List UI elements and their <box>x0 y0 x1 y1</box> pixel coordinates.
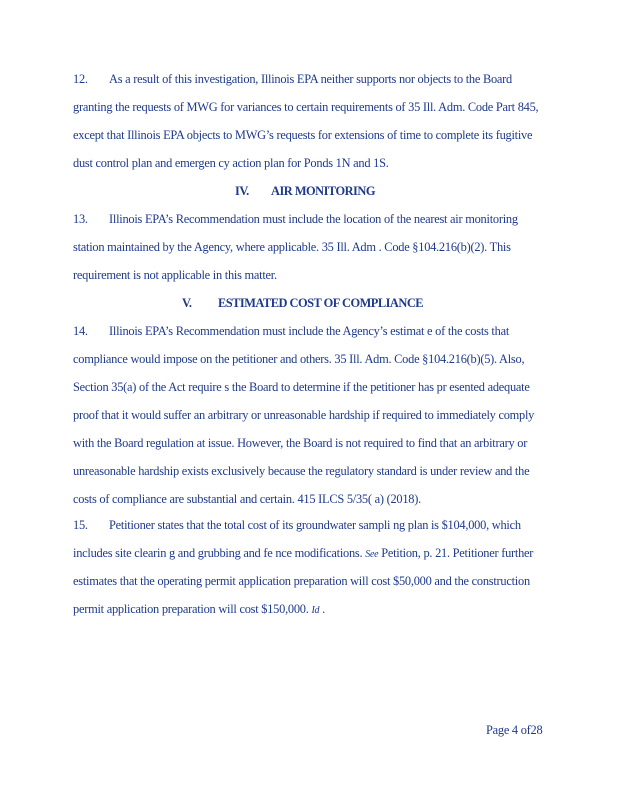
text-segment: permit application preparation will cost $150,000. <box>73 602 312 616</box>
paragraph-text-line: estimates that the operating permit application preparation will cost $50,000 and the construction <box>73 574 530 588</box>
page-number-footer: Page 4 of28 <box>486 723 543 737</box>
text-segment: Petition, p. 21. Petitioner further <box>378 546 534 560</box>
paragraph-text-line: dust control plan and emergen cy action plan for Ponds 1N and 1S. <box>73 156 389 170</box>
paragraph-text-line: Illinois EPA’s Recommendation must include the Agency’s estimat e of the costs that <box>109 324 510 338</box>
paragraph-text-line: As a result of this investigation, Illinois EPA neither supports nor objects to the Board <box>109 72 513 86</box>
paragraph-text-line <box>73 546 533 562</box>
section-title: ESTIMATED COST OF COMPLIANCE <box>218 296 424 310</box>
paragraph-text-line: Section 35(a) of the Act require s the Board to determine if the petitioner has pr esented adequate <box>73 380 530 394</box>
paragraph-number: 15. <box>73 518 88 532</box>
citation-signal-see: See <box>365 549 379 560</box>
section-heading-air-monitoring <box>235 184 375 198</box>
paragraph-text-line: unreasonable hardship exists exclusively because the regulatory standard is under review and the <box>73 464 530 478</box>
paragraph-text-line: proof that it would suffer an arbitrary or unreasonable hardship if required to immediately comply <box>73 408 535 422</box>
paragraph-text-line: requirement is not applicable in this matter. <box>73 268 277 282</box>
paragraph-text-line: with the Board regulation at issue. However, the Board is not required to find that an arbitrary or <box>73 436 528 450</box>
section-heading-estimated-cost <box>182 296 423 310</box>
paragraph-text-line: granting the requests of MWG for variances to certain requirements of 35 Ill. Adm. Code Part 845, <box>73 100 539 114</box>
paragraph-text-line: costs of compliance are substantial and certain. 415 ILCS 5/35( a) (2018). <box>73 492 421 506</box>
paragraph-number: 14. <box>73 324 88 338</box>
paragraph-text-line: Illinois EPA’s Recommendation must include the location of the nearest air monitoring <box>109 212 518 226</box>
text-segment: includes site clearin g and grubbing and fe nce modifications. <box>73 546 366 560</box>
section-title: AIR MONITORING <box>271 184 375 198</box>
text-segment: . <box>319 602 325 616</box>
paragraph-text-line: station maintained by the Agency, where applicable. 35 Ill. Adm . Code §104.216(b)(2). This <box>73 240 511 254</box>
paragraph-text-line: except that Illinois EPA objects to MWG’s requests for extensions of time to complete its fugitive <box>73 128 533 142</box>
paragraph-text-line: compliance would impose on the petitioner and others. 35 Ill. Adm. Code §104.216(b)(5). Also, <box>73 352 525 366</box>
section-number: V. <box>182 296 192 310</box>
paragraph-number: 13. <box>73 212 88 226</box>
paragraph-text-line <box>73 602 325 618</box>
paragraph-text-line: Petitioner states that the total cost of its groundwater sampli ng plan is $104,000, which <box>109 518 521 532</box>
section-number: IV. <box>235 184 249 198</box>
citation-signal-id: Id <box>311 605 320 616</box>
paragraph-number: 12. <box>73 72 88 86</box>
